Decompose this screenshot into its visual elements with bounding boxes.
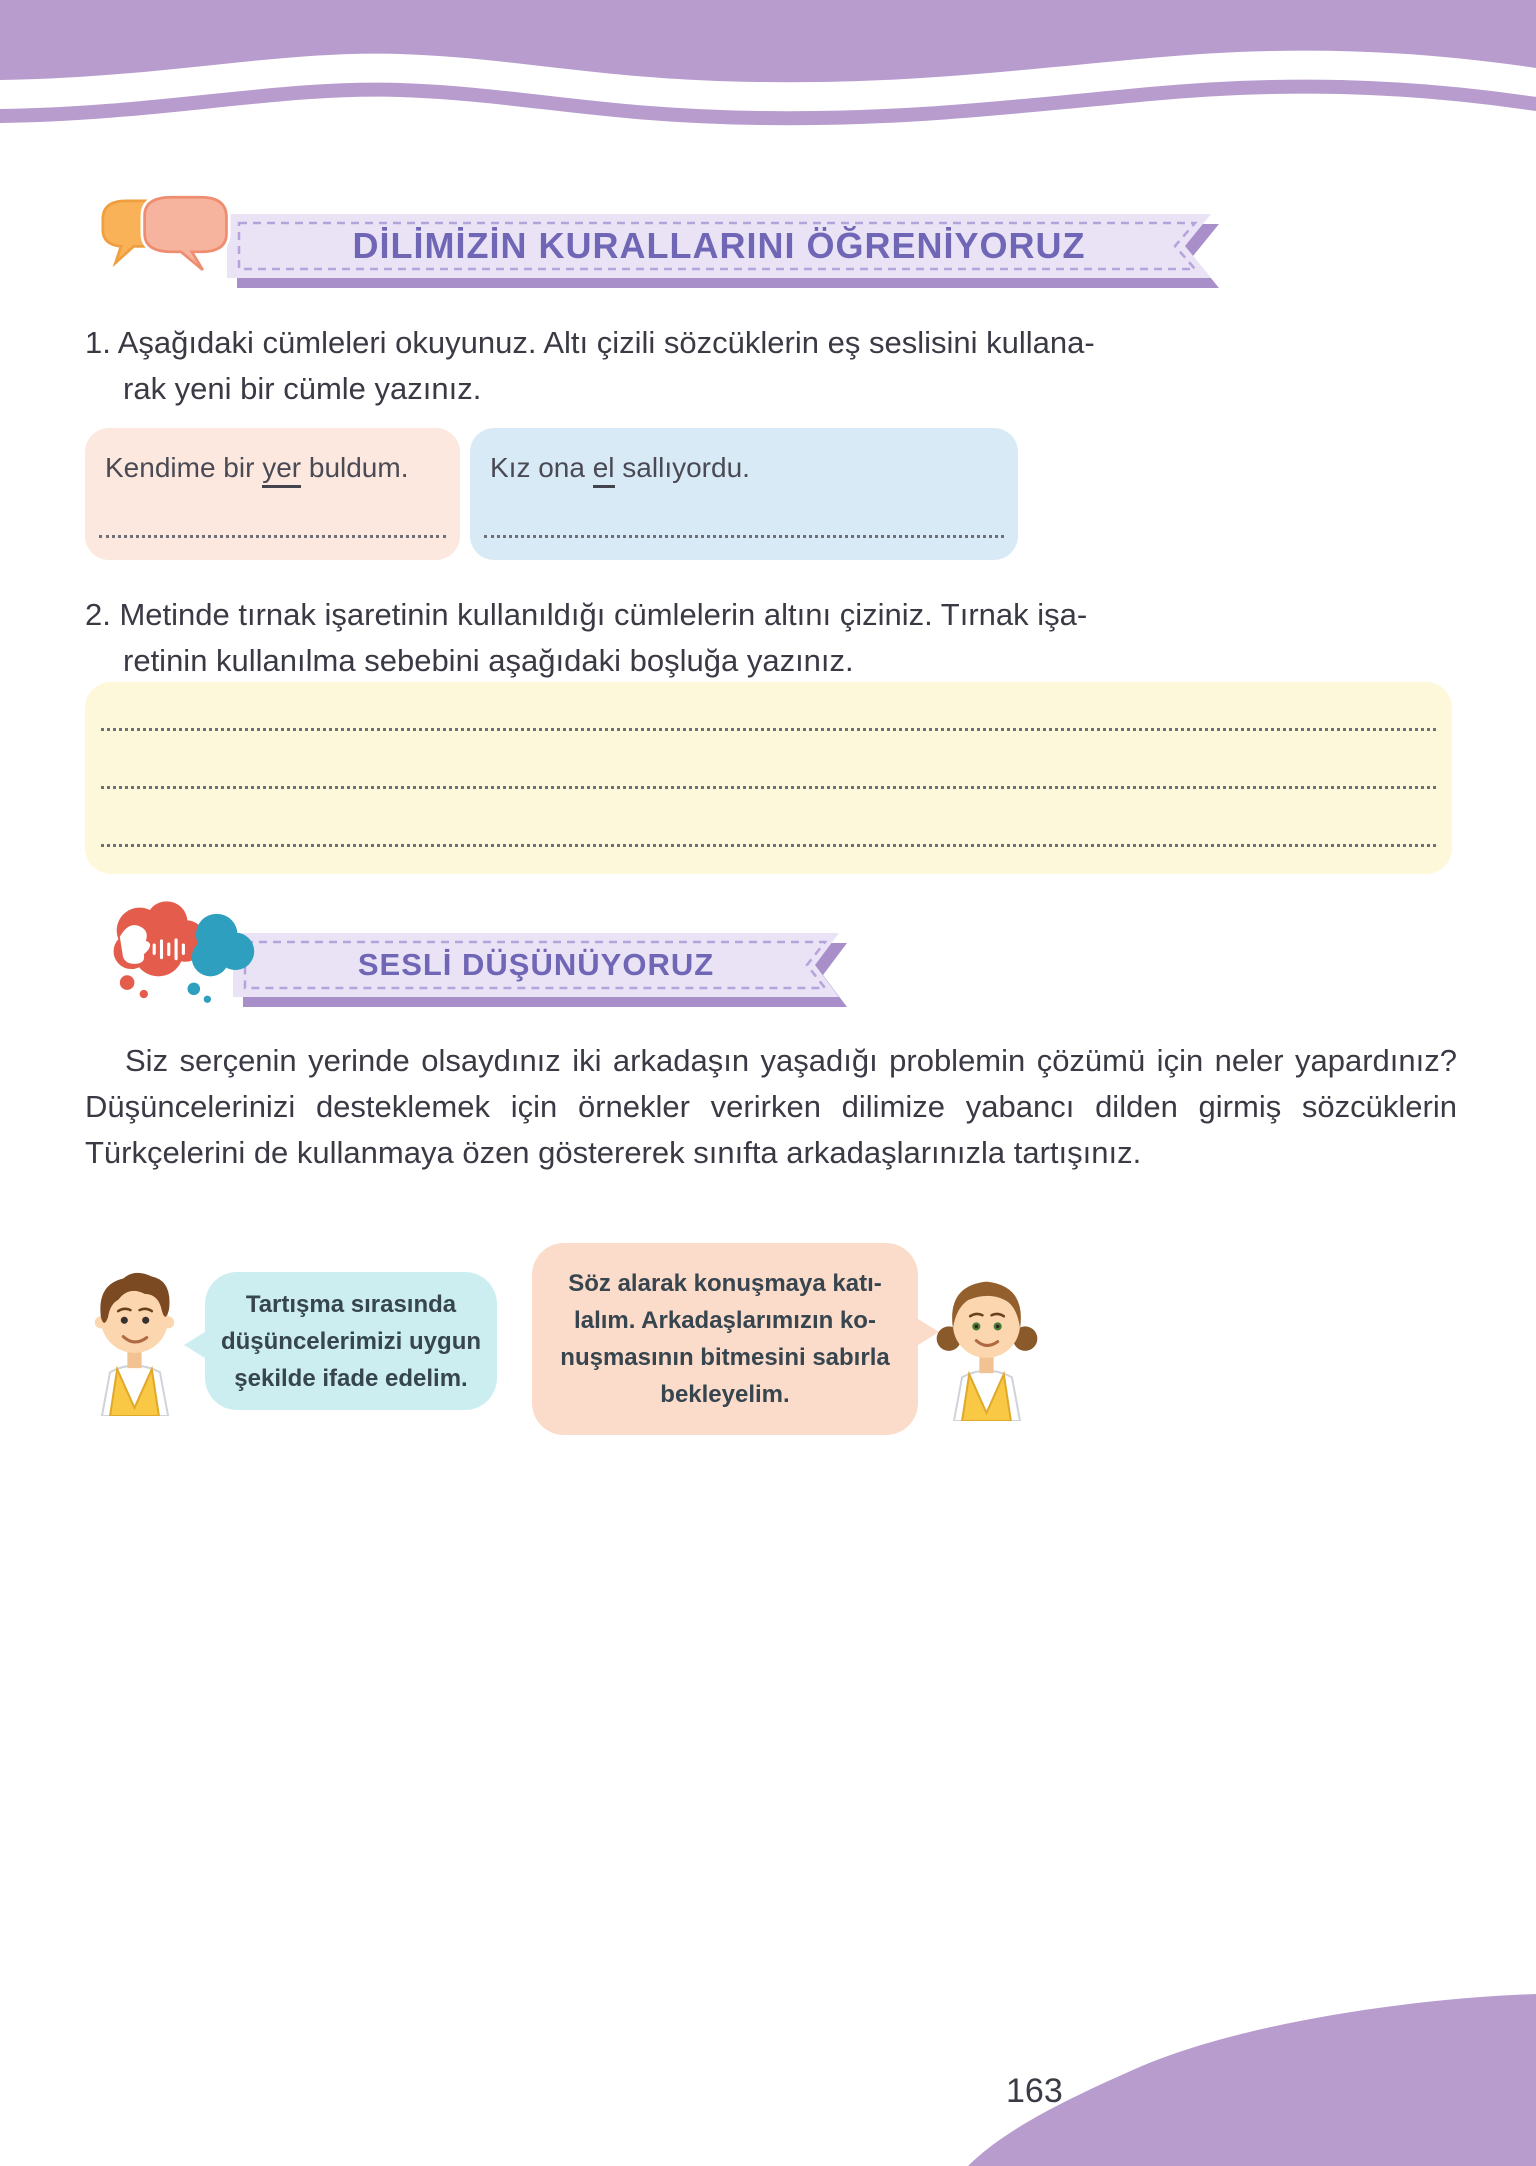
question-1	[85, 320, 1485, 412]
girl-character-illustration	[928, 1243, 1046, 1421]
speech-bubble-girl	[532, 1243, 918, 1435]
rules-ribbon	[227, 214, 1219, 288]
thought-clouds-icon	[85, 893, 263, 1018]
think-ribbon	[233, 933, 847, 1007]
discussion-paragraph: Siz serçenin yerinde olsaydınız iki arkadaşın yaşadığı problemin çözümü için neler yapardınız? Düşüncelerinizi desteklemek için örnekler verirken dilimize yabancı dilden girmiş sözcüklerin Türkçelerini de kullanmaya özen göstererek sınıfta arkadaşlarınızla tartışınız.	[85, 1043, 1457, 1170]
sentence-blue	[490, 452, 998, 484]
question-1-line2: rak yeni bir cümle yazınız.	[123, 371, 482, 406]
answer-write-line	[484, 535, 1004, 538]
sentence-blue-after: sallıyordu.	[614, 452, 750, 483]
answer-write-line	[99, 535, 446, 538]
section-banner-think	[85, 893, 875, 1018]
sentence-blue-underlined-word: el	[593, 452, 615, 488]
speech-bubble-boy	[205, 1272, 497, 1410]
top-wave-decoration	[0, 0, 1536, 150]
sentence-blue-before: Kız ona	[490, 452, 593, 483]
answer-box-peach	[85, 428, 460, 560]
answer-box-blue	[470, 428, 1018, 560]
bubble-line: düşüncelerimizi uygun	[220, 1327, 482, 1355]
question-2-line1: 2. Metinde tırnak işaretinin kullanıldığı cümlelerin altını çiziniz. Tırnak işa-	[85, 597, 1088, 632]
answer-write-line	[101, 728, 1436, 731]
answer-write-line	[101, 786, 1436, 789]
bubble-line: nuşmasının bitmesini sabırla	[560, 1344, 890, 1371]
bubble-line: lalım. Arkadaşlarımızın ko-	[574, 1307, 876, 1334]
boy-character-illustration	[76, 1248, 194, 1416]
section-banner-rules	[85, 190, 1225, 295]
page-number: 163	[1006, 2072, 1063, 2110]
question-2	[85, 592, 1485, 684]
sentence-peach	[105, 452, 440, 484]
sentence-peach-before: Kendime bir	[105, 452, 263, 483]
speech-bubbles-icon	[85, 190, 237, 290]
bubble-line: bekleyelim.	[660, 1381, 790, 1408]
bubble-line: şekilde ifade edelim.	[234, 1364, 468, 1392]
question-2-line2: retinin kullanılma sebebini aşağıdaki boşluğa yazınız.	[123, 643, 854, 678]
sentence-peach-underlined-word: yer	[262, 452, 301, 488]
answer-write-line	[101, 844, 1436, 847]
question-1-line1: 1. Aşağıdaki cümleleri okuyunuz. Altı çizili sözcüklerin eş seslisini kullana-	[85, 325, 1095, 360]
answer-area-yellow	[85, 682, 1452, 874]
section-title-rules: DİLİMİZİN KURALLARINI ÖĞRENİYORUZ	[352, 225, 1086, 266]
sentence-peach-after: buldum.	[301, 452, 409, 483]
bubble-line: Tartışma sırasında	[245, 1290, 457, 1318]
section-title-think: SESLİ DÜŞÜNÜYORUZ	[357, 947, 715, 982]
bubble-line: Söz alarak konuşmaya katı-	[568, 1270, 882, 1297]
